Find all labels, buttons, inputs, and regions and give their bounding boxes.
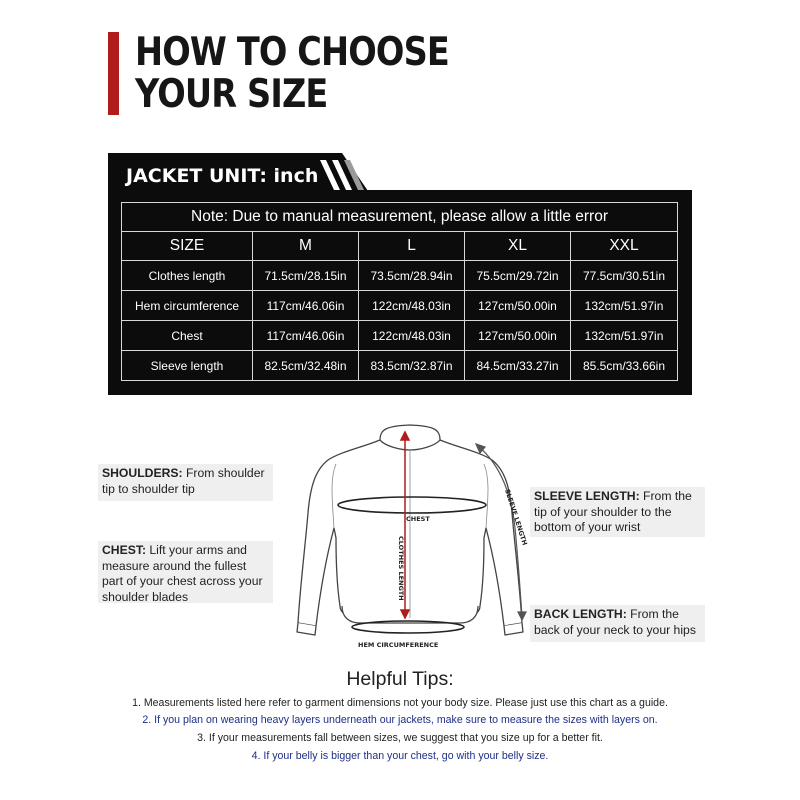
- chest-text: Lift your arms and measure around the fullest part of your chest across your shoulder blades: [102, 543, 263, 604]
- table-cell: 85.5cm/33.66in: [571, 351, 678, 381]
- hem-diagram-label: HEM CIRCUMFERENCE: [358, 641, 439, 649]
- table-cell: 77.5cm/30.51in: [571, 261, 678, 291]
- table-cell: 73.5cm/28.94in: [359, 261, 465, 291]
- table-header-row: [122, 232, 678, 261]
- table-cell: 127cm/50.00in: [465, 291, 571, 321]
- back-term: BACK LENGTH:: [534, 607, 627, 621]
- chest-diagram-label: CHEST: [406, 515, 430, 523]
- sleeve-length-diagram-label: SLEEVE LENGTH: [503, 488, 529, 547]
- table-cell: 122cm/48.03in: [359, 291, 465, 321]
- page-title-line-1: HOW TO CHOOSE: [135, 30, 449, 75]
- back-text: From the back of your neck to your hips: [534, 607, 696, 637]
- title-accent-bar: [108, 32, 119, 115]
- tip-item: 4. If your belly is bigger than your chest, go with your belly size.: [251, 750, 549, 762]
- clothes-length-diagram-label: CLOTHES LENGTH: [397, 536, 405, 601]
- table-cell: 82.5cm/32.48in: [253, 351, 359, 381]
- tips-title: Helpful Tips:: [346, 668, 454, 690]
- table-cell: 84.5cm/33.27in: [465, 351, 571, 381]
- tip-item: 3. If your measurements fall between sizes, we suggest that you size up for a better fit.: [197, 732, 603, 744]
- sleeve-term: SLEEVE LENGTH:: [534, 489, 640, 503]
- table-cell: 75.5cm/29.72in: [465, 261, 571, 291]
- table-row: [122, 291, 678, 321]
- table-cell: 117cm/46.06in: [253, 291, 359, 321]
- table-cell: 127cm/50.00in: [465, 321, 571, 351]
- page-title-line-2: YOUR SIZE: [135, 72, 328, 117]
- stripes-decoration-icon: [318, 160, 368, 190]
- header-cell: M: [253, 232, 359, 261]
- table-cell: 132cm/51.97in: [571, 291, 678, 321]
- table-row: [122, 351, 678, 381]
- header-cell: SIZE: [122, 232, 253, 261]
- size-table: [121, 202, 678, 381]
- jacket-diagram: [290, 418, 530, 650]
- shoulders-term: SHOULDERS:: [102, 466, 183, 480]
- tip-item: 1. Measurements listed here refer to garment dimensions not your body size. Please just use this chart as a guide.: [132, 697, 668, 709]
- header-cell: L: [359, 232, 465, 261]
- table-note: Note: Due to manual measurement, please allow a little error: [122, 203, 678, 232]
- table-cell: 117cm/46.06in: [253, 321, 359, 351]
- row-label: Chest: [122, 321, 253, 351]
- table-cell: 83.5cm/32.87in: [359, 351, 465, 381]
- shoulders-text: From shoulder tip to shoulder tip: [102, 466, 265, 496]
- sleeve-length-label: [530, 487, 705, 537]
- table-cell: 132cm/51.97in: [571, 321, 678, 351]
- chest-term: CHEST:: [102, 543, 147, 557]
- header-cell: XXL: [571, 232, 678, 261]
- sleeve-text: From the tip of your shoulder to the bottom of your wrist: [534, 489, 692, 534]
- shoulders-label: [98, 464, 273, 501]
- row-label: Hem circumference: [122, 291, 253, 321]
- chest-label: [98, 541, 273, 603]
- tip-item: 2. If you plan on wearing heavy layers underneath our jackets, make sure to measure the sizes with layers on.: [142, 714, 658, 726]
- back-length-label: [530, 605, 705, 642]
- table-cell: 71.5cm/28.15in: [253, 261, 359, 291]
- header-cell: XL: [465, 232, 571, 261]
- table-row: [122, 261, 678, 291]
- table-row: [122, 321, 678, 351]
- panel-title: JACKET UNIT: inch: [126, 165, 319, 187]
- table-note-row: [122, 203, 678, 232]
- row-label: Sleeve length: [122, 351, 253, 381]
- row-label: Clothes length: [122, 261, 253, 291]
- table-cell: 122cm/48.03in: [359, 321, 465, 351]
